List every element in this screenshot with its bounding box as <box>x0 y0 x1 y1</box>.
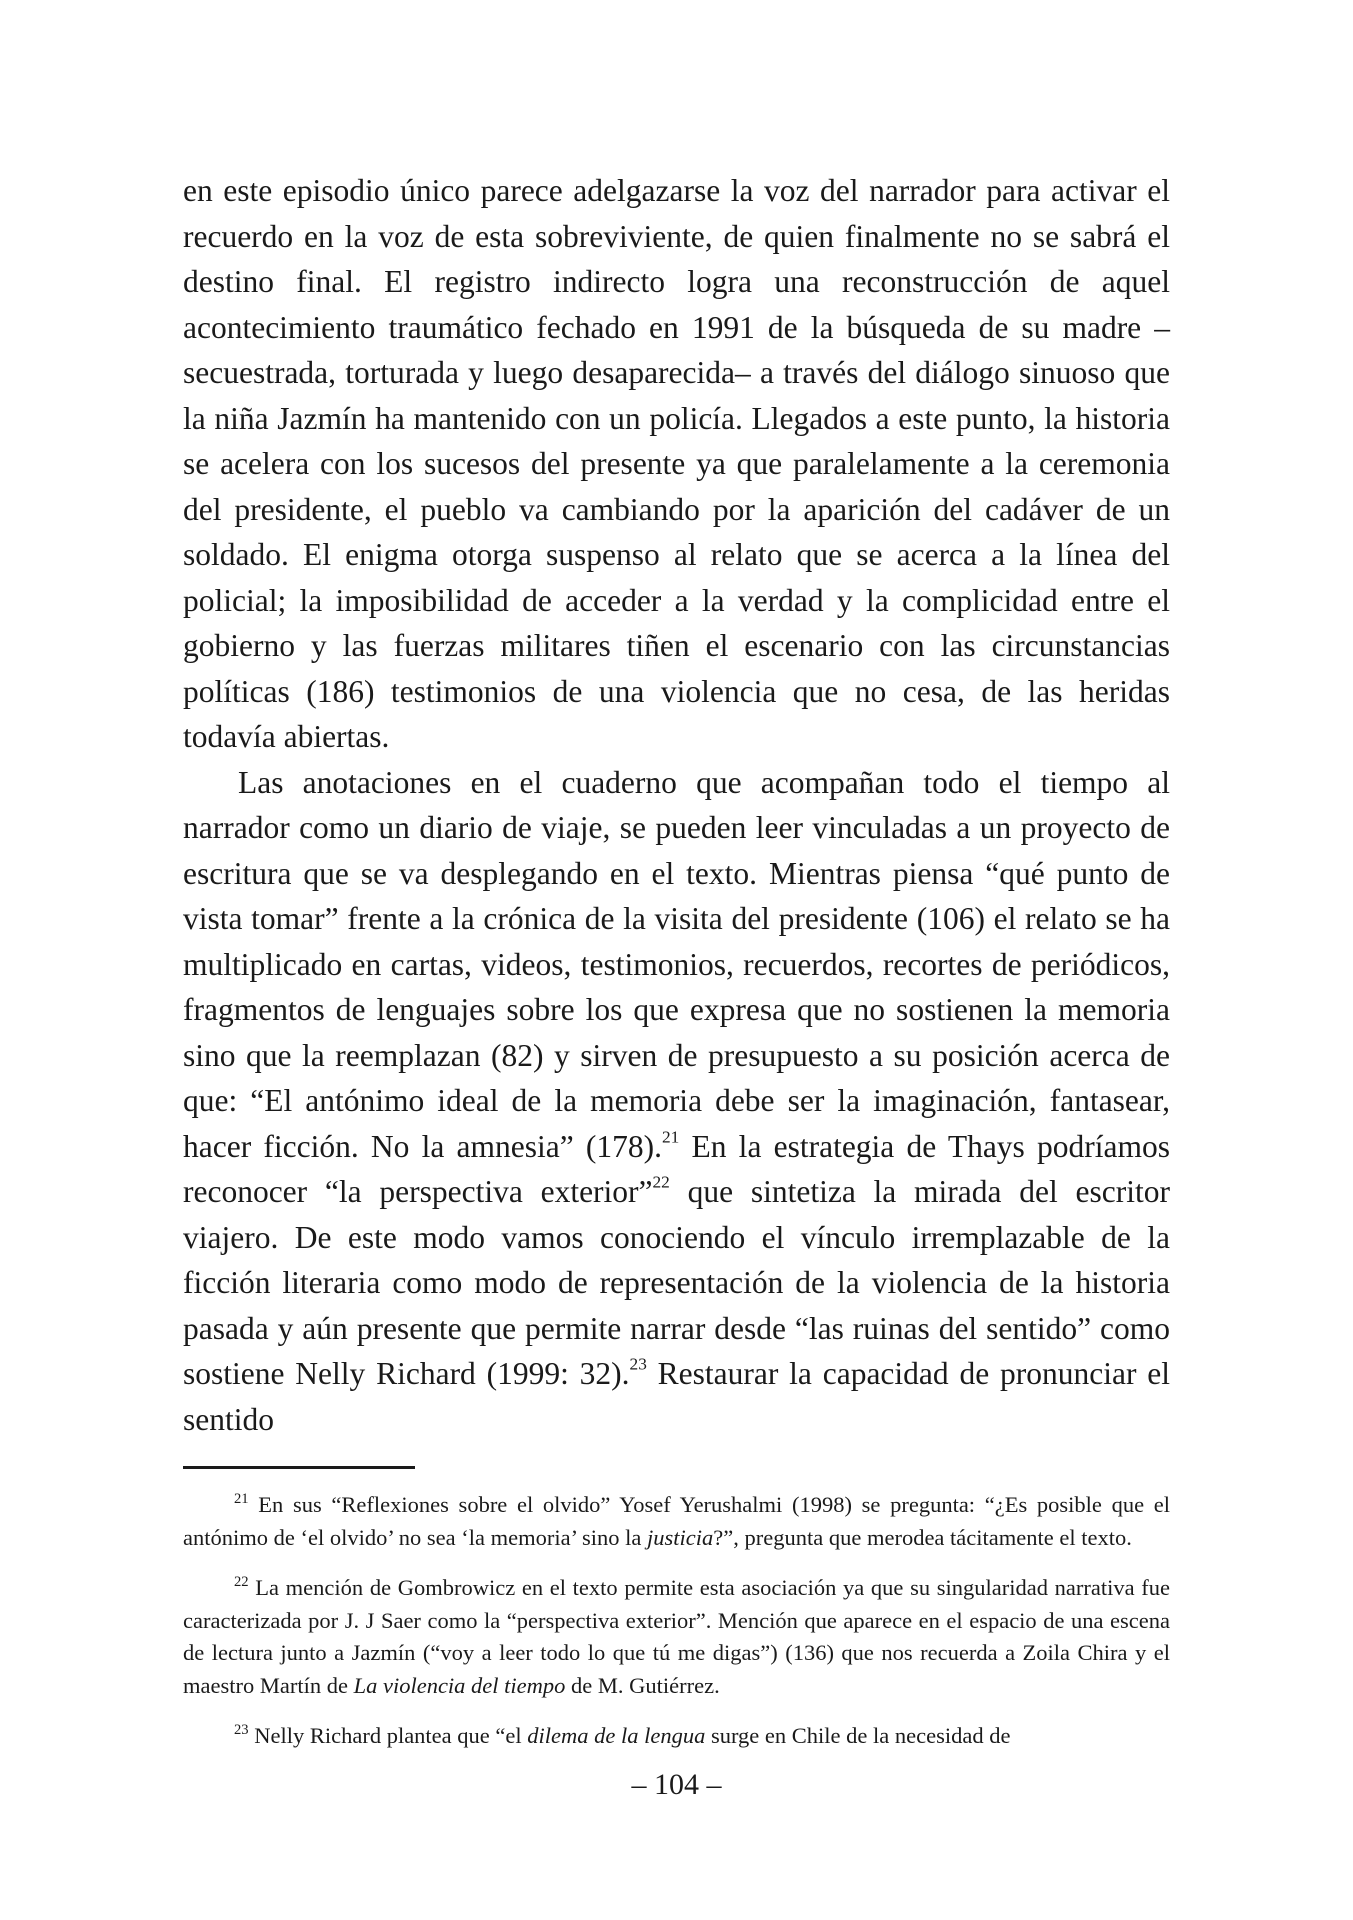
paragraph-2-part-d: Restaurar la capacidad de pronunciar el sentido <box>183 1356 1170 1437</box>
page-content <box>183 168 1170 1771</box>
paragraph-2-part-a: Las anotaciones en el cuaderno que acompañan todo el tiempo al narrador como un diario de viaje, se pueden leer vinculadas a un proyecto de escritura que se va desplegando en el texto. Mientras piensa “qué punto de vista tomar” frente a la crónica de la visita del presidente (106) el relato se ha multiplicado en cartas, videos, testimonios, recuerdos, recortes de periódicos, fragmentos de lenguajes sobre los que expresa que no sostienen la memoria sino que la reemplazan (82) y sirven de presupuesto a su posición acerca de que: “El antónimo ideal de la memoria debe ser la imaginación, fantasear, hacer ficción. No la amnesia” (178). <box>183 764 1170 1164</box>
footnotes <box>183 1489 1170 1753</box>
body-text <box>183 168 1170 1442</box>
paragraph-2-part-c: que sintetiza la mirada del escritor viajero. De este modo vamos conociendo el vínculo irremplazable de la ficción literaria como modo de representación de la violencia de la historia pasada y aún presente que permite narrar desde “las ruinas del sentido” como sostiene Nelly Richard (1999: 32). <box>183 1174 1170 1391</box>
paragraph-1: en este episodio único parece adelgazarse la voz del narrador para activar el recuerdo en la voz de esta sobreviviente, de quien finalmente no se sabrá el destino final. El registro indirecto logra una reconstrucción de aquel acontecimiento traumático fechado en 1991 de la búsqueda de su madre –secuestrada, torturada y luego desaparecida– a través del diálogo sinuoso que la niña Jazmín ha mantenido con un policía. Llegados a este punto, la historia se acelera con los sucesos del presente ya que paralelamente a la ceremonia del presidente, el pueblo va cambiando por la aparición del cadáver de un soldado. El enigma otorga suspenso al relato que se acerca a la línea del policial; la imposibilidad de acceder a la verdad y la complicidad entre el gobierno y las fuerzas militares tiñen el escenario con las circunstancias políticas (186) testimonios de una violencia que no cesa, de las heridas todavía abiertas. <box>183 173 1170 754</box>
footnote-22 <box>183 1572 1170 1702</box>
footnote-text: surge en Chile de la necesidad de <box>705 1723 1011 1748</box>
footnote-number: 22 <box>234 1574 249 1591</box>
footnote-text: de M. Gutiérrez. <box>565 1672 720 1698</box>
footnote-italic: La violencia del tiempo <box>353 1672 566 1698</box>
paragraph-2 <box>183 760 1170 1443</box>
footnote-ref-21[interactable]: 21 <box>662 1126 680 1146</box>
page-number: – 104 – <box>631 1768 722 1801</box>
footnote-text: En sus “Reflexiones sobre el olvido” Yosef Yerushalmi (1998) se pregunta: “¿Es posible que el antónimo de ‘el olvido’ no sea ‘la memoria’ sino la <box>183 1492 1170 1550</box>
footnote-divider <box>183 1466 415 1469</box>
footnote-21 <box>183 1489 1170 1554</box>
footnote-italic: dilema de la lengua <box>527 1723 706 1748</box>
footnote-text: La mención de Gombrowicz en el texto permite esta asociación ya que su singularidad narrativa fue caracterizada por J. J Saer como la “perspectiva exterior”. Mención que aparece en el espacio de una escena de lectura junto a Jazmín (“voy a leer todo lo que tú me digas”) (136) que nos recuerda a Zoila Chira y el maestro Martín de <box>183 1575 1170 1698</box>
footnote-text: ?”, pregunta que merodea tácitamente el texto. <box>713 1524 1132 1550</box>
paragraph-2-part-b: En la estrategia de Thays podríamos reconocer “la perspectiva exterior” <box>183 1128 1170 1209</box>
footnote-number: 21 <box>234 1491 249 1508</box>
footnote-ref-23[interactable]: 23 <box>629 1354 647 1374</box>
footnote-text: Nelly Richard plantea que “el <box>248 1723 528 1748</box>
footnote-number: 23 <box>234 1722 249 1739</box>
footnote-italic: justicia <box>647 1524 714 1550</box>
footnote-23 <box>183 1720 1170 1753</box>
footnote-ref-22[interactable]: 22 <box>652 1172 670 1192</box>
